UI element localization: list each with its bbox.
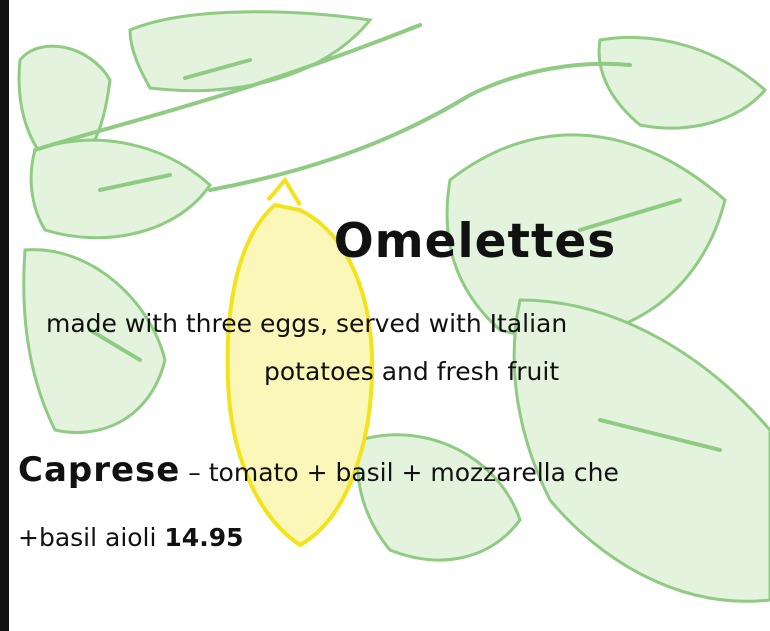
- description-line-1: made with three eggs, served with Italian: [46, 309, 568, 338]
- leaf-top-right: [599, 37, 765, 128]
- section-title: Omelettes: [333, 214, 617, 269]
- leaf-top: [130, 12, 370, 91]
- menu-item-ingredients-cont: +basil aioli: [18, 523, 165, 552]
- menu-item-caprese: [18, 438, 770, 570]
- description-line-2: potatoes and fresh fruit: [264, 357, 560, 386]
- section-description: [46, 300, 770, 396]
- menu-item-name: Caprese: [18, 450, 181, 490]
- menu-item-price: 14.95: [164, 523, 244, 552]
- menu-item-ingredients: – tomato + basil + mozzarella che: [180, 458, 619, 487]
